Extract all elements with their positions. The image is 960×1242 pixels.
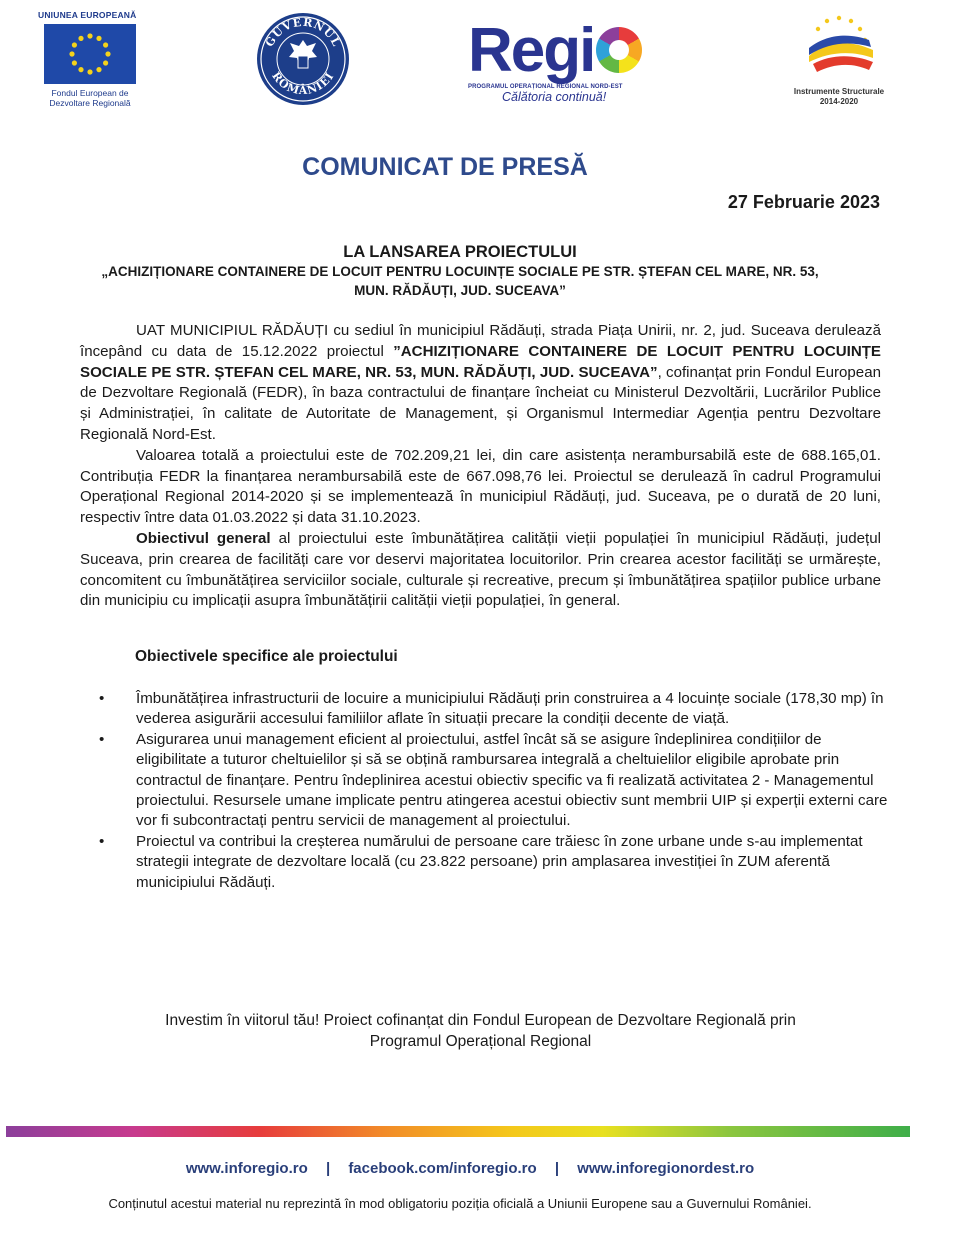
press-body bbox=[80, 321, 881, 612]
regio-wordmark: Regi bbox=[468, 20, 668, 82]
eu-flag-icon bbox=[44, 24, 136, 84]
regio-slogan: Călătoria continuă! bbox=[502, 90, 607, 104]
paragraph-value: Valoarea totală a proiectului este de 702.209,21 lei, din care asistența nerambursabilă este de 688.165,01. Contribuția FEDR la finanțarea nerambursabilă este de 667.098,76 lei. Proiectul se derulează în cadrul Programului Operațional Regional 2014-2020 și se implementează în municipiul Rădăuți, jud. Suceava, pe o durată de 20 luni, respectiv între data 01.03.2022 și data 31.10.2023. bbox=[80, 446, 881, 527]
heading-line-1: LA LANSAREA PROIECTULUI bbox=[343, 243, 577, 261]
list-item: • Proiectul va contribui la creșterea numărului de persoane care trăiesc în zone urbane unde s-au implementat strategii integrate de dezvoltare locală (cu 23.822 persoane) prin amplasarea investiției în ZUM aferentă municipiului Rădăuți. bbox=[99, 832, 863, 891]
eu-logo-caption: Fondul European de Dezvoltare Regională bbox=[49, 88, 131, 108]
list-item: • Asigurarea unui management eficient al proiectului, astfel încât să se asigure îndeplinirea condițiilor de eligibilitate a tuturor cheltuielilor și să se obțină rambursarea integrală a cheltuielilor eligibile aprobate prin contractul de finanțare. Pentru îndeplinirea acestui obiectiv specific va fi realizată activitatea 2 - Managementul proiectului. Resursele umane implicate pentru atingerea acestui obiectiv sunt membrii UIP și experții externi care vor fi subcontractați pentru servicii de management al proiectului. bbox=[99, 730, 888, 830]
heading-line-2: „ACHIZIȚIONARE CONTAINERE DE LOCUIT PENTRU LOCUINȚE SOCIALE PE STR. ȘTEFAN CEL MARE, NR. 53, bbox=[101, 264, 819, 279]
regio-logo bbox=[468, 16, 668, 110]
eu-logo bbox=[38, 10, 142, 108]
footer-links bbox=[0, 1160, 940, 1177]
paragraph-general-objective: Obiectivul general al proiectului este îmbunătățirea calității vieții populației în municipiul Rădăuți, județul Suceava, prin crearea de facilități care vor deservi majoritatea locuitorilor. Prin crearea acestor facilități se urmărește, concomitent cu îmbunătățirea serviciilor sociale, culturale și recreative, precum și îmbunătățirea spațiilor publice urbane din municipiu cu implicații asupra îmbunătățirii calității vieții populației, în general. bbox=[80, 529, 881, 610]
eu-logo-top-text: UNIUNEA EUROPEANĂ bbox=[38, 10, 137, 20]
project-name-bold: ”ACHIZIȚIONARE CONTAINERE DE LOCUIT PENTRU LOCUINȚE SOCIALE PE STR. ȘTEFAN CEL MARE, NR. 53, MUN. RĂDĂUȚI, JUD. SUCEAVA” bbox=[80, 342, 882, 381]
link-inforegionordest[interactable]: www.inforegionordest.ro bbox=[577, 1160, 755, 1177]
project-heading bbox=[60, 243, 860, 300]
instrumente-structurale-logo bbox=[784, 10, 894, 110]
instrumente-caption: Instrumente Structurale 2014-2020 bbox=[793, 87, 885, 106]
rainbow-divider bbox=[6, 1126, 910, 1137]
specific-objectives-list bbox=[95, 689, 895, 893]
government-seal-logo bbox=[256, 12, 350, 106]
paragraph-intro: UAT MUNICIPIUL RĂDĂUȚI cu sediul în municipiul Rădăuți, strada Piața Unirii, nr. 2, jud. Suceava derulează începând cu data de 15.12.2022 proiectul ”ACHIZIȚIONARE CONTAINERE DE LOCUIT PENTRU LOCUINȚE SOCIALE PE STR. ȘTEFAN CEL MARE, NR. 53, MUN. RĂDĂUȚI, JUD. SUCEAVA”, cofinanțat prin Fondul European de Dezvoltare Regională (FEDR), în baza contractului de finanțare încheiat cu Ministerul Dezvoltării, Lucrărilor Publice și Administrației, în calitate de Autoritate de Management, și Organismul Intermediar Agenția pentru Dezvoltare Regională Nord-Est. bbox=[80, 322, 882, 443]
regio-o-ring-icon bbox=[596, 27, 642, 73]
bullet-icon: • bbox=[99, 730, 105, 748]
link-facebook[interactable]: facebook.com/inforegio.ro bbox=[348, 1160, 537, 1177]
footer-disclaimer: Conținutul acestui material nu reprezintă în mod obligatoriu poziția oficială a Uniunii Europene sau a Guvernului României. bbox=[108, 1196, 812, 1211]
link-inforegio[interactable]: www.inforegio.ro bbox=[185, 1160, 308, 1177]
link-separator: | bbox=[325, 1160, 331, 1177]
regio-subtitle: PROGRAMUL OPERAȚIONAL REGIONAL NORD-EST bbox=[468, 84, 623, 90]
bullet-icon: • bbox=[99, 832, 105, 850]
list-item: • Îmbunătățirea infrastructurii de locuire a municipiului Rădăuți prin construirea a 4 locuințe sociale (178,30 mp) în vederea asigurării accesului familiilor aflate în situații precare la condiții decente de viață. bbox=[99, 690, 884, 728]
closing-statement: Investim în viitorul tău! Proiect cofinanțat din Fondul European de Dezvoltare Regională prin Programul Operațional Regional bbox=[165, 1012, 796, 1050]
logo-bar bbox=[0, 0, 960, 130]
page-title: COMUNICAT DE PRESĂ bbox=[302, 153, 588, 181]
specific-objectives-heading: Obiectivele specifice ale proiectului bbox=[135, 648, 398, 665]
link-separator: | bbox=[554, 1160, 560, 1177]
gov-seal-top-text: GUVERNUL bbox=[262, 15, 344, 49]
heading-line-3: MUN. RĂDĂUȚI, JUD. SUCEAVA” bbox=[354, 283, 566, 298]
bullet-icon: • bbox=[99, 690, 105, 707]
gov-seal-bottom-text: ROMÂNIEI bbox=[269, 69, 337, 98]
general-objective-label: Obiectivul general bbox=[136, 529, 271, 547]
press-date: 27 Februarie 2023 bbox=[727, 192, 880, 212]
instrumente-swoosh-icon bbox=[799, 10, 879, 80]
